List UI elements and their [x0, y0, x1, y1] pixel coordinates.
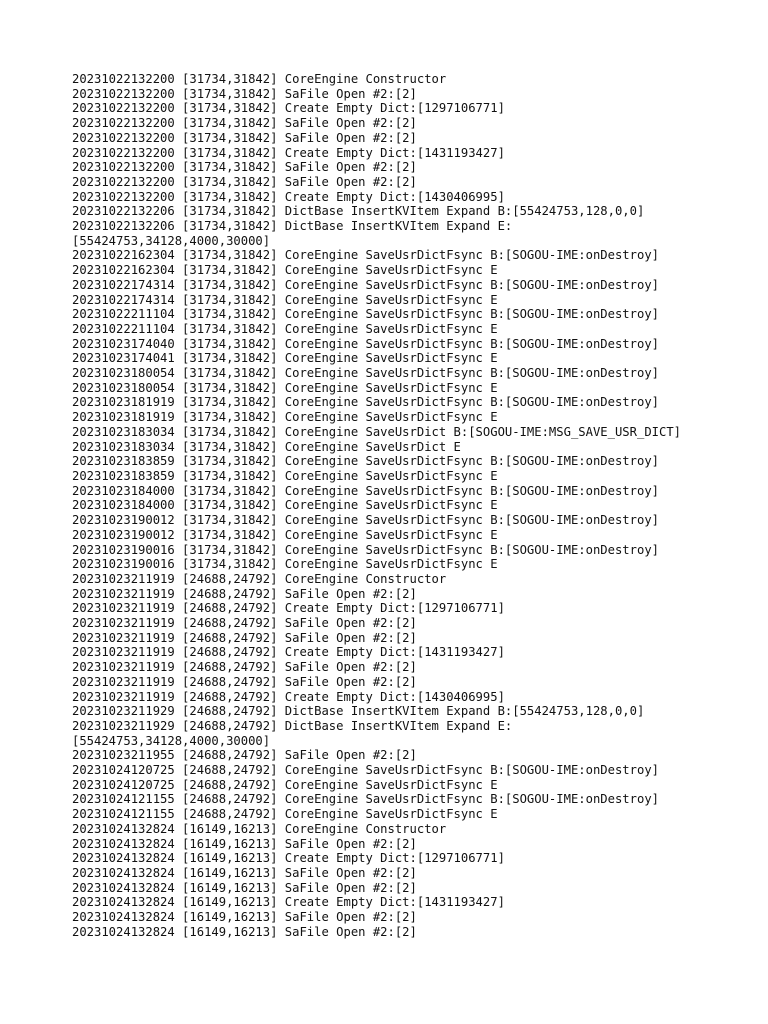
- log-line: 20231023211919 [24688,24792] SaFile Open #2:[2]: [72, 674, 417, 689]
- log-line: 20231022132200 [31734,31842] Create Empty Dict:[1431193427]: [72, 145, 505, 160]
- log-line: 20231022132200 [31734,31842] SaFile Open #2:[2]: [72, 86, 417, 101]
- log-line: 20231023181919 [31734,31842] CoreEngine SaveUsrDictFsync E: [72, 410, 498, 425]
- log-line: 20231022174314 [31734,31842] CoreEngine SaveUsrDictFsync B:[SOGOU-IME:onDestroy]: [72, 277, 659, 292]
- log-line: 20231024121155 [24688,24792] CoreEngine SaveUsrDictFsync E: [72, 807, 498, 822]
- log-line: 20231023211919 [24688,24792] CoreEngine Constructor: [72, 571, 447, 586]
- log-line: 20231023211929 [24688,24792] DictBase InsertKVItem Expand E: [55424753,34128,4000,30000]: [72, 718, 520, 748]
- log-line: 20231022211104 [31734,31842] CoreEngine SaveUsrDictFsync E: [72, 321, 498, 336]
- log-line: 20231022132200 [31734,31842] SaFile Open #2:[2]: [72, 174, 417, 189]
- log-line: 20231023184000 [31734,31842] CoreEngine SaveUsrDictFsync E: [72, 498, 498, 513]
- log-line: 20231022211104 [31734,31842] CoreEngine SaveUsrDictFsync B:[SOGOU-IME:onDestroy]: [72, 307, 659, 322]
- log-line: 20231023174041 [31734,31842] CoreEngine SaveUsrDictFsync E: [72, 351, 498, 366]
- log-line: 20231023181919 [31734,31842] CoreEngine SaveUsrDictFsync B:[SOGOU-IME:onDestroy]: [72, 395, 659, 410]
- log-line: 20231024132824 [16149,16213] SaFile Open #2:[2]: [72, 865, 417, 880]
- log-line: 20231022162304 [31734,31842] CoreEngine SaveUsrDictFsync E: [72, 263, 498, 278]
- log-line: 20231022132206 [31734,31842] DictBase InsertKVItem Expand E: [55424753,34128,4000,30000]: [72, 219, 520, 248]
- log-line: 20231023190016 [31734,31842] CoreEngine SaveUsrDictFsync E: [72, 557, 498, 572]
- log-line: 20231023211919 [24688,24792] SaFile Open #2:[2]: [72, 660, 417, 675]
- log-line: 20231023211919 [24688,24792] Create Empty Dict:[1297106771]: [72, 601, 505, 616]
- log-line: 20231024132824 [16149,16213] SaFile Open #2:[2]: [72, 924, 417, 939]
- log-line: 20231023183859 [31734,31842] CoreEngine SaveUsrDictFsync E: [72, 468, 498, 483]
- log-line: 20231024132824 [16149,16213] Create Empty Dict:[1297106771]: [72, 851, 505, 866]
- log-line: 20231024132824 [16149,16213] SaFile Open #2:[2]: [72, 880, 417, 895]
- log-line: 20231022132200 [31734,31842] Create Empty Dict:[1430406995]: [72, 189, 505, 204]
- log-line: 20231023190012 [31734,31842] CoreEngine SaveUsrDictFsync E: [72, 527, 498, 542]
- log-line: 20231023180054 [31734,31842] CoreEngine SaveUsrDictFsync B:[SOGOU-IME:onDestroy]: [72, 366, 659, 381]
- log-line: 20231023211919 [24688,24792] SaFile Open #2:[2]: [72, 586, 417, 601]
- log-line: 20231024121155 [24688,24792] CoreEngine SaveUsrDictFsync B:[SOGOU-IME:onDestroy]: [72, 792, 659, 807]
- log-line: 20231022132200 [31734,31842] SaFile Open #2:[2]: [72, 160, 417, 175]
- log-line: 20231023184000 [31734,31842] CoreEngine SaveUsrDictFsync B:[SOGOU-IME:onDestroy]: [72, 483, 659, 498]
- log-document: [72, 72, 696, 939]
- log-line: 20231023183859 [31734,31842] CoreEngine SaveUsrDictFsync B:[SOGOU-IME:onDestroy]: [72, 454, 659, 469]
- log-line: 20231023174040 [31734,31842] CoreEngine SaveUsrDictFsync B:[SOGOU-IME:onDestroy]: [72, 336, 659, 351]
- log-line: 20231023190016 [31734,31842] CoreEngine SaveUsrDictFsync B:[SOGOU-IME:onDestroy]: [72, 542, 659, 557]
- log-line: 20231023211919 [24688,24792] SaFile Open #2:[2]: [72, 616, 417, 631]
- log-line: 20231023183034 [31734,31842] CoreEngine SaveUsrDict B:[SOGOU-IME:MSG_SAVE_USR_DICT]: [72, 424, 682, 439]
- log-line: 20231022174314 [31734,31842] CoreEngine SaveUsrDictFsync E: [72, 292, 498, 307]
- log-line: 20231024132824 [16149,16213] CoreEngine Constructor: [72, 821, 447, 836]
- log-line: 20231024132824 [16149,16213] SaFile Open #2:[2]: [72, 836, 417, 851]
- log-line: 20231024120725 [24688,24792] CoreEngine SaveUsrDictFsync E: [72, 777, 498, 792]
- log-line: 20231022132200 [31734,31842] Create Empty Dict:[1297106771]: [72, 101, 505, 116]
- log-line: 20231023211919 [24688,24792] SaFile Open #2:[2]: [72, 630, 417, 645]
- log-line: 20231023180054 [31734,31842] CoreEngine SaveUsrDictFsync E: [72, 380, 498, 395]
- log-line: 20231022162304 [31734,31842] CoreEngine SaveUsrDictFsync B:[SOGOU-IME:onDestroy]: [72, 248, 659, 263]
- log-line: 20231022132200 [31734,31842] SaFile Open #2:[2]: [72, 116, 417, 131]
- log-line: 20231023211929 [24688,24792] DictBase InsertKVItem Expand B:[55424753,128,0,0]: [72, 704, 645, 719]
- log-line: 20231023211919 [24688,24792] Create Empty Dict:[1430406995]: [72, 689, 505, 704]
- log-line: 20231022132200 [31734,31842] SaFile Open #2:[2]: [72, 130, 417, 145]
- log-line: 20231023190012 [31734,31842] CoreEngine SaveUsrDictFsync B:[SOGOU-IME:onDestroy]: [72, 513, 659, 528]
- log-line: 20231022132206 [31734,31842] DictBase InsertKVItem Expand B:[55424753,128,0,0]: [72, 204, 645, 219]
- log-line: 20231022132200 [31734,31842] CoreEngine Constructor: [72, 72, 447, 86]
- log-line: 20231023211919 [24688,24792] Create Empty Dict:[1431193427]: [72, 645, 505, 660]
- log-line: 20231023211955 [24688,24792] SaFile Open #2:[2]: [72, 748, 417, 763]
- log-line: 20231024132824 [16149,16213] Create Empty Dict:[1431193427]: [72, 895, 505, 910]
- log-line: 20231024132824 [16149,16213] SaFile Open #2:[2]: [72, 910, 417, 925]
- log-line: 20231024120725 [24688,24792] CoreEngine SaveUsrDictFsync B:[SOGOU-IME:onDestroy]: [72, 763, 659, 778]
- log-line: 20231023183034 [31734,31842] CoreEngine SaveUsrDict E: [72, 439, 461, 454]
